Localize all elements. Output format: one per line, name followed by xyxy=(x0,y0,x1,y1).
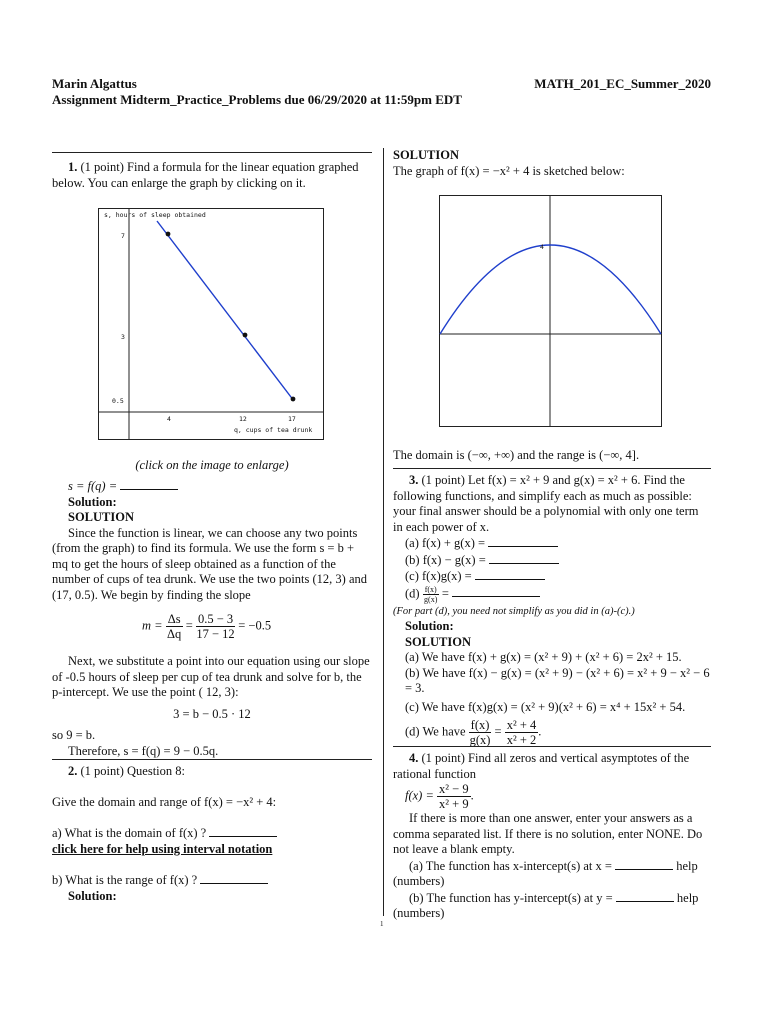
graph-xlabel: q, cups of tea drunk xyxy=(234,426,313,434)
question-3b: (b) f(x) − g(x) = xyxy=(405,552,486,567)
question-3d-prefix: (d) xyxy=(405,585,420,600)
slope-frac1-bot: Δq xyxy=(167,627,182,641)
rational-bot: x² + 9 xyxy=(439,797,469,811)
slope-m: m = xyxy=(142,618,163,633)
problem-2-prompt: Give the domain and range of f(x) = −x² + 4: xyxy=(52,794,277,809)
answer-3c-input[interactable] xyxy=(475,568,545,580)
solution-3d-bot1: g(x) xyxy=(469,733,491,747)
problem-2-title: (1 point) Question 8: xyxy=(80,764,186,778)
slope-frac2-bot: 17 − 12 xyxy=(196,627,235,641)
solution-3d-top2: x² + 4 xyxy=(506,718,537,732)
point-4-7 xyxy=(166,232,171,237)
solution-3d-end: . xyxy=(538,724,542,739)
question-3a: (a) f(x) + g(x) = xyxy=(405,536,486,550)
interval-notation-help-link[interactable]: click here for help using interval notation xyxy=(52,841,273,856)
problem-4-rule xyxy=(393,746,711,747)
course-name: MATH_201_EC_Summer_2020 xyxy=(534,76,711,91)
answer-row-1 xyxy=(52,478,372,495)
rational-end: . xyxy=(470,788,474,803)
solution-so: so 9 = b. xyxy=(52,728,96,742)
column-divider xyxy=(383,148,384,916)
help-4a-paren: (numbers) xyxy=(393,874,445,888)
answer-prefix: s = f(q) = xyxy=(68,479,118,493)
problem-4-number: 4. xyxy=(409,751,419,765)
rational-function xyxy=(393,782,711,811)
rational-top: x² − 9 xyxy=(439,782,469,796)
solution-3d-prefix: (d) We have xyxy=(405,724,466,739)
problem-3-solution-label: Solution: xyxy=(405,619,454,633)
problem-4-statement: (1 point) Find all zeros and vertical asymptotes of the rational function xyxy=(393,751,690,781)
answer-3b-input[interactable] xyxy=(489,552,559,564)
problem-3-note: (For part (d), you need not simplify as you did in (a)-(c).) xyxy=(393,605,635,617)
slope-eq: = xyxy=(185,618,193,633)
question-2b: b) What is the range of f(x) ? xyxy=(52,873,198,887)
question-3d-top: f(x) xyxy=(424,584,437,594)
slope-result: = −0.5 xyxy=(238,618,272,633)
solution-label: Solution: xyxy=(68,494,117,509)
solution-3d-bot2: x² + 2 xyxy=(506,733,537,747)
answer-3a-input[interactable] xyxy=(488,535,558,547)
help-4a[interactable]: help xyxy=(676,858,698,873)
point-12-3 xyxy=(243,333,248,338)
solution-paragraph-2: Next, we substitute a point into our equation using our slope of -0.5 hours of sleep per cup of tea drunk and solve for b, the p-intercept. We use the point ( 12, 3): xyxy=(52,654,370,699)
x-intercept-input[interactable] xyxy=(615,858,673,870)
solution-therefore: Therefore, s = f(q) = 9 − 0.5q. xyxy=(68,743,219,758)
slope-formula xyxy=(142,612,271,641)
question-4b: (b) The function has y-intercept(s) at y = xyxy=(409,890,613,905)
solution-3d xyxy=(393,718,711,747)
xtick-17: 17 xyxy=(288,415,296,423)
problem-3-number: 3. xyxy=(409,473,419,487)
graph-caption: (click on the image to enlarge) xyxy=(135,458,289,472)
parabola-vertex-label: 4 xyxy=(540,243,544,251)
domain-range-answer: The domain is (−∞, +∞) and the range is (−∞, 4]. xyxy=(393,448,640,462)
question-3d-suffix: = xyxy=(441,585,449,600)
page-number: 1 xyxy=(380,920,384,928)
help-4b[interactable]: help xyxy=(676,890,699,905)
ytick-7: 7 xyxy=(121,232,125,240)
answer-3d-input[interactable] xyxy=(452,585,540,597)
student-name: Marin Algattus xyxy=(52,76,137,91)
linear-graph[interactable] xyxy=(98,208,324,440)
solution-3b: (b) We have f(x) − g(x) = (x² + 9) − (x² + 6) = x² + 9 − x² − 6 = 3. xyxy=(405,665,710,695)
problem-2-solution-label: Solution: xyxy=(68,888,117,903)
problem-2-rule xyxy=(52,759,372,760)
solution-3d-eq: = xyxy=(494,724,502,739)
question-4a: (a) The function has x-intercept(s) at x = xyxy=(409,858,612,873)
problem-4-instructions: If there is more than one answer, enter your answers as a comma separated list. If there is no solution, enter NONE. Do not leave a blank empty. xyxy=(393,811,703,856)
solution-3d-top1: f(x) xyxy=(470,718,490,732)
substitution-equation: 3 = b − 0.5 · 12 xyxy=(173,706,251,721)
problem-1 xyxy=(52,160,372,191)
domain-input[interactable] xyxy=(209,825,277,837)
problem-3-statement: (1 point) Let f(x) = x² + 9 and g(x) = x² + 6. Find the following functions, and simplify each as much as possible: your final answer should be a polynomial with only one term in each power of x. xyxy=(393,473,699,534)
problem-2-solution-heading: SOLUTION xyxy=(393,148,459,162)
problem-1-rule xyxy=(52,152,372,153)
point-17-0.5 xyxy=(291,397,296,402)
answer-input-1[interactable] xyxy=(120,478,178,490)
ytick-3: 3 xyxy=(121,333,125,341)
rational-fx: f(x) = xyxy=(405,788,434,803)
problem-3-rule xyxy=(393,468,711,469)
question-2a: a) What is the domain of f(x) ? xyxy=(52,826,207,840)
range-input[interactable] xyxy=(200,872,268,884)
solution-paragraph-1: Since the function is linear, we can choose any two points (from the graph) to find its formula. We use the form s = b + mq to get the hours of sleep obtained as a function of the number of cups of tea drunk. We use the two points (12, 3) and (17, 0.5). We begin by finding the slope xyxy=(52,525,368,602)
assignment-title: Assignment Midterm_Practice_Problems due 06/29/2020 at 11:59pm EDT xyxy=(52,92,462,107)
y-intercept-input[interactable] xyxy=(616,890,674,902)
problem-3-solution-heading: SOLUTION xyxy=(405,634,471,649)
slope-frac1-top: Δs xyxy=(167,612,181,626)
slope-frac2-top: 0.5 − 3 xyxy=(197,612,234,626)
xtick-4: 4 xyxy=(167,415,171,423)
problem-1-number: 1. xyxy=(68,160,78,174)
question-3d-bot: g(x) xyxy=(424,594,438,604)
solution-3c: (c) We have f(x)g(x) = (x² + 9)(x² + 6) = x⁴ + 15x² + 54. xyxy=(405,699,686,714)
problem-2-sketch-text: The graph of f(x) = −x² + 4 is sketched below: xyxy=(393,163,625,178)
help-4b-paren: (numbers) xyxy=(393,906,445,920)
ytick-0.5: 0.5 xyxy=(112,397,124,405)
problem-2-number: 2. xyxy=(68,764,78,778)
solution-heading: SOLUTION xyxy=(68,510,134,524)
graph-ylabel: s, hours of sleep obtained xyxy=(104,211,206,219)
parabola-graph[interactable] xyxy=(439,195,662,427)
question-3c: (c) f(x)g(x) = xyxy=(405,569,472,583)
solution-3a: (a) We have f(x) + g(x) = (x² + 9) + (x² + 6) = 2x² + 15. xyxy=(405,650,682,664)
xtick-12: 12 xyxy=(239,415,247,423)
problem-1-statement: (1 point) Find a formula for the linear equation graphed below. You can enlarge the graph by clicking on it. xyxy=(52,160,359,190)
